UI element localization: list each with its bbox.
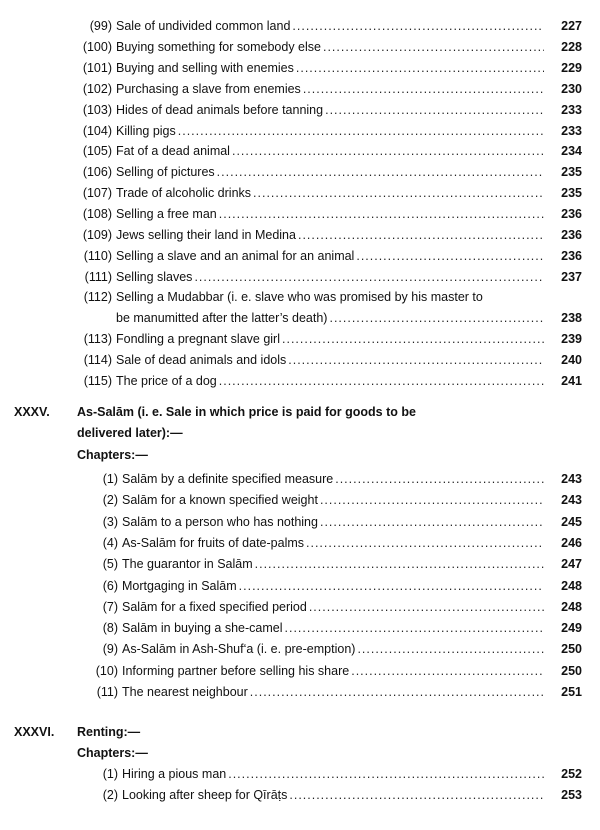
entry-page-number: 237 xyxy=(561,269,582,284)
entry-title xyxy=(122,682,546,702)
entry-number: (4) xyxy=(102,535,118,550)
entry-page-number: 233 xyxy=(561,102,582,117)
entry-page-number: 239 xyxy=(561,332,582,346)
entry-page-number: 235 xyxy=(561,186,582,201)
dot-leader xyxy=(282,329,544,349)
entry-title-text: Salām for a known specified weight xyxy=(122,493,318,508)
toc-entry xyxy=(0,764,600,784)
entry-page-number: 250 xyxy=(561,642,582,657)
section-title-line2: delivered later):— xyxy=(77,426,183,440)
entry-number: (2) xyxy=(102,788,118,802)
toc-entry xyxy=(0,79,600,99)
entry-title xyxy=(116,162,546,182)
entry-number: (102) xyxy=(82,81,112,96)
entry-number: (115) xyxy=(83,373,112,388)
dot-leader xyxy=(298,225,544,245)
entry-title xyxy=(116,350,546,370)
dot-leader xyxy=(194,267,544,287)
toc-entry xyxy=(0,267,600,287)
entry-title xyxy=(116,37,546,57)
entry-title-text: Salām by a definite specified measure xyxy=(122,472,334,486)
dot-leader xyxy=(219,371,544,391)
toc-entry xyxy=(0,469,600,489)
dot-leader xyxy=(217,162,544,182)
dot-leader xyxy=(232,141,544,161)
toc-entry xyxy=(0,225,600,245)
entry-page-number: 236 xyxy=(561,228,582,242)
entry-page-number: 252 xyxy=(561,767,582,781)
dot-leader xyxy=(335,469,544,489)
entry-page-number: 230 xyxy=(561,81,582,96)
entry-number: (104) xyxy=(82,123,112,138)
toc-entry xyxy=(0,58,600,78)
toc-entry xyxy=(0,16,600,36)
toc-entry xyxy=(0,512,600,532)
entry-title xyxy=(116,371,546,391)
entry-title-text: Sale of undivided common land xyxy=(116,19,291,33)
entry-number: (1) xyxy=(102,472,118,486)
toc-entry xyxy=(0,639,600,659)
dot-leader xyxy=(239,576,544,596)
entry-title-line2 xyxy=(116,308,546,328)
dot-leader xyxy=(320,512,544,532)
dot-leader xyxy=(250,682,544,702)
entry-page-number: 245 xyxy=(561,514,582,529)
entry-number: (5) xyxy=(102,557,118,572)
dot-leader xyxy=(255,554,544,574)
toc-entry xyxy=(0,100,600,120)
entry-title-text: Selling a slave and an animal for an animal xyxy=(116,248,355,263)
entry-number: (101) xyxy=(82,60,112,75)
entry-title xyxy=(116,267,546,287)
entry-page-number: 247 xyxy=(561,557,582,572)
dot-leader xyxy=(296,58,544,78)
entry-title-text: As-Salām in Ash-Shuf‘a (i. e. pre-emption) xyxy=(122,642,356,657)
dot-leader xyxy=(178,121,544,141)
entry-page-number: 228 xyxy=(561,39,582,54)
toc-entry xyxy=(0,37,600,57)
entry-number: (2) xyxy=(102,493,118,508)
entry-title xyxy=(122,764,546,784)
entry-title-text: be manumitted after the latter’s death) xyxy=(116,311,328,325)
dot-leader xyxy=(309,597,544,617)
entry-number: (111) xyxy=(84,269,112,284)
entry-page-number: 238 xyxy=(561,311,582,325)
toc-entry xyxy=(0,554,600,574)
entry-number: (107) xyxy=(82,186,112,201)
entry-number: (100) xyxy=(82,39,112,54)
toc-entry-112 xyxy=(0,287,600,307)
entry-title-line1: Selling a Mudabbar (i. e. slave who was promised by his master to xyxy=(116,290,483,304)
entry-title-text: Sale of dead animals and idols xyxy=(116,352,287,367)
toc-entry xyxy=(0,618,600,638)
entry-title xyxy=(116,121,546,141)
entry-title-text: Killing pigs xyxy=(116,123,176,138)
entry-page-number: 253 xyxy=(561,788,582,802)
dot-leader xyxy=(356,246,544,266)
entry-title-text: The nearest neighbour xyxy=(122,685,248,699)
entry-title xyxy=(116,246,546,266)
toc-entry xyxy=(0,785,600,805)
entry-page-number: 227 xyxy=(561,19,582,33)
dot-leader xyxy=(325,100,544,120)
toc-entry xyxy=(0,682,600,702)
entry-title xyxy=(116,100,546,120)
toc-entry xyxy=(0,162,600,182)
entry-title xyxy=(122,533,546,553)
dot-leader xyxy=(219,204,544,224)
toc-entry xyxy=(0,533,600,553)
dot-leader xyxy=(285,618,545,638)
entry-page-number: 243 xyxy=(561,472,582,486)
entry-title-text: Salām in buying a she-camel xyxy=(122,621,283,636)
dot-leader xyxy=(357,639,544,659)
entry-page-number: 243 xyxy=(561,493,582,508)
dot-leader xyxy=(306,533,544,553)
entry-title xyxy=(122,785,546,805)
dot-leader xyxy=(292,16,544,36)
dot-leader xyxy=(253,183,544,203)
entry-number: (8) xyxy=(102,621,118,636)
entry-title xyxy=(116,16,546,36)
entry-title-text: Salām for a fixed specified period xyxy=(122,599,307,614)
entry-page-number: 235 xyxy=(561,165,582,180)
entry-number: (10) xyxy=(95,663,118,678)
entry-title xyxy=(122,554,546,574)
entry-page-number: 241 xyxy=(561,373,582,388)
toc-entry xyxy=(0,141,600,161)
toc-entry-112-continued xyxy=(0,308,600,328)
section-numeral: XXXVI. xyxy=(14,725,55,739)
entry-title-text: Informing partner before selling his share xyxy=(122,663,350,678)
entry-page-number: 249 xyxy=(561,621,582,636)
entry-title xyxy=(116,183,546,203)
entry-title xyxy=(116,58,546,78)
entry-number: (105) xyxy=(82,144,112,159)
entry-page-number: 250 xyxy=(561,663,582,678)
entry-title-text: Fondling a pregnant slave girl xyxy=(116,332,280,346)
entry-title xyxy=(116,329,546,349)
entry-title-text: Buying something for somebody else xyxy=(116,39,321,54)
entry-number: (114) xyxy=(83,352,112,367)
toc-entry xyxy=(0,183,600,203)
dot-leader xyxy=(303,79,544,99)
entry-title xyxy=(122,512,546,532)
entry-number: (110) xyxy=(83,248,112,263)
entry-page-number: 251 xyxy=(561,685,582,699)
entry-page-number: 229 xyxy=(561,60,582,75)
entry-page-number: 246 xyxy=(561,535,582,550)
dot-leader xyxy=(289,785,544,805)
toc-entry xyxy=(0,329,600,349)
chapters-label: Chapters:— xyxy=(77,746,148,760)
dot-leader xyxy=(288,350,544,370)
entry-title-text: Selling a free man xyxy=(116,207,217,222)
dot-leader xyxy=(320,490,544,510)
entry-number: (99) xyxy=(89,19,112,33)
dot-leader xyxy=(228,764,544,784)
toc-entry xyxy=(0,246,600,266)
entry-number: (3) xyxy=(102,514,118,529)
entry-title-text: Fat of a dead animal xyxy=(116,144,230,159)
dot-leader xyxy=(329,308,544,328)
entry-number: (109) xyxy=(82,228,112,242)
entry-title xyxy=(116,79,546,99)
toc-entry xyxy=(0,371,600,391)
entry-number: (108) xyxy=(82,207,112,222)
entry-page-number: 248 xyxy=(561,578,582,593)
toc-entry xyxy=(0,350,600,370)
entry-title-text: Jews selling their land in Medina xyxy=(116,228,296,242)
toc-entry xyxy=(0,121,600,141)
entry-title-text: The guarantor in Salām xyxy=(122,557,253,572)
toc-entry xyxy=(0,661,600,681)
dot-leader xyxy=(351,661,544,681)
section-numeral: XXXV. xyxy=(14,405,50,419)
entry-number: (7) xyxy=(102,599,118,614)
entry-page-number: 234 xyxy=(561,144,582,159)
entry-title-text: Selling slaves xyxy=(116,269,193,284)
entry-title xyxy=(116,204,546,224)
entry-title xyxy=(122,618,546,638)
entry-title-text: Hiring a pious man xyxy=(122,767,227,781)
entry-page-number: 240 xyxy=(561,352,582,367)
entry-number: (103) xyxy=(82,102,112,117)
entry-number: (11) xyxy=(96,685,118,699)
toc-entry xyxy=(0,204,600,224)
entry-number: (1) xyxy=(102,767,118,781)
toc-entry xyxy=(0,576,600,596)
entry-title-text: Salām to a person who has nothing xyxy=(122,514,318,529)
section-title: Renting:— xyxy=(77,725,141,739)
entry-title-text: Looking after sheep for Qīrāṭs xyxy=(122,788,288,802)
entry-title-text: The price of a dog xyxy=(116,373,217,388)
entry-page-number: 236 xyxy=(561,207,582,222)
entry-page-number: 236 xyxy=(561,248,582,263)
toc-entry xyxy=(0,490,600,510)
entry-title xyxy=(116,225,546,245)
entry-title-text: Purchasing a slave from enemies xyxy=(116,81,301,96)
entry-number: (113) xyxy=(83,332,112,346)
entry-title-text: Hides of dead animals before tanning xyxy=(116,102,324,117)
entry-title-text: Mortgaging in Salām xyxy=(122,578,237,593)
entry-title xyxy=(122,639,546,659)
toc-entry xyxy=(0,597,600,617)
entry-title xyxy=(122,597,546,617)
entry-title xyxy=(122,469,546,489)
entry-title-text: Buying and selling with enemies xyxy=(116,60,294,75)
section-title-line1: As-Salām (i. e. Sale in which price is paid for goods to be xyxy=(77,405,416,419)
entry-title-text: Selling of pictures xyxy=(116,165,215,180)
entry-page-number: 233 xyxy=(561,123,582,138)
entry-number: (106) xyxy=(82,165,112,180)
dot-leader xyxy=(323,37,544,57)
chapters-label: Chapters:— xyxy=(77,448,148,462)
entry-title xyxy=(122,576,546,596)
entry-number: (112) xyxy=(83,290,112,304)
entry-number: (6) xyxy=(102,578,118,593)
entry-number: (9) xyxy=(102,642,118,657)
entry-title xyxy=(122,490,546,510)
entry-title-text: As-Salām for fruits of date-palms xyxy=(122,535,305,550)
entry-page-number: 248 xyxy=(561,599,582,614)
entry-title-text: Trade of alcoholic drinks xyxy=(116,186,252,201)
entry-title xyxy=(122,661,546,681)
entry-title xyxy=(116,141,546,161)
